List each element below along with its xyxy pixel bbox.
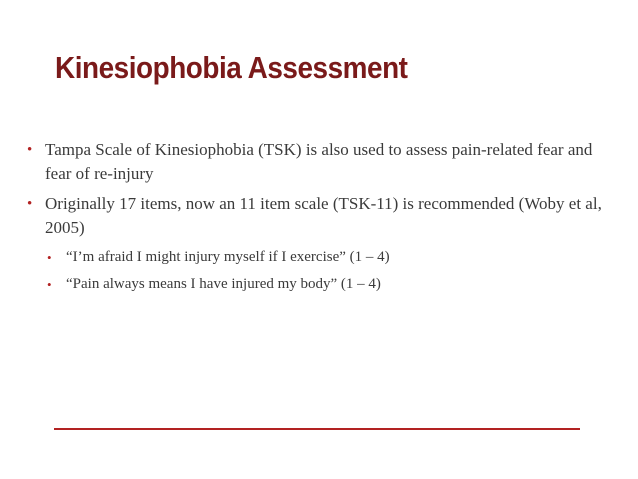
sub-bullet-icon: • <box>47 250 52 265</box>
sub-bullet-icon: • <box>47 277 52 292</box>
sub-bullet-list <box>25 244 615 298</box>
bullet-icon: • <box>27 142 33 158</box>
bullet-text: Originally 17 items, now an 11 item scale (TSK-11) is recommended (Woby et al, 2005) <box>45 194 602 237</box>
sub-bullet-item <box>45 244 615 271</box>
bullet-icon: • <box>27 196 33 212</box>
bullet-item-tsk11 <box>25 192 615 240</box>
sub-bullet-text: “Pain always means I have injured my body” (1 – 4) <box>66 276 381 292</box>
bullet-text: Tampa Scale of Kinesiophobia (TSK) is also used to assess pain-related fear and fear of re-injury <box>45 140 593 183</box>
bullet-item-tsk <box>25 138 615 186</box>
bullet-list <box>25 138 615 298</box>
bottom-divider <box>54 428 580 430</box>
sub-bullet-text: “I’m afraid I might injury myself if I exercise” (1 – 4) <box>66 249 390 265</box>
sub-bullet-item <box>45 271 615 298</box>
slide-title: Kinesiophobia Assessment <box>55 50 408 85</box>
